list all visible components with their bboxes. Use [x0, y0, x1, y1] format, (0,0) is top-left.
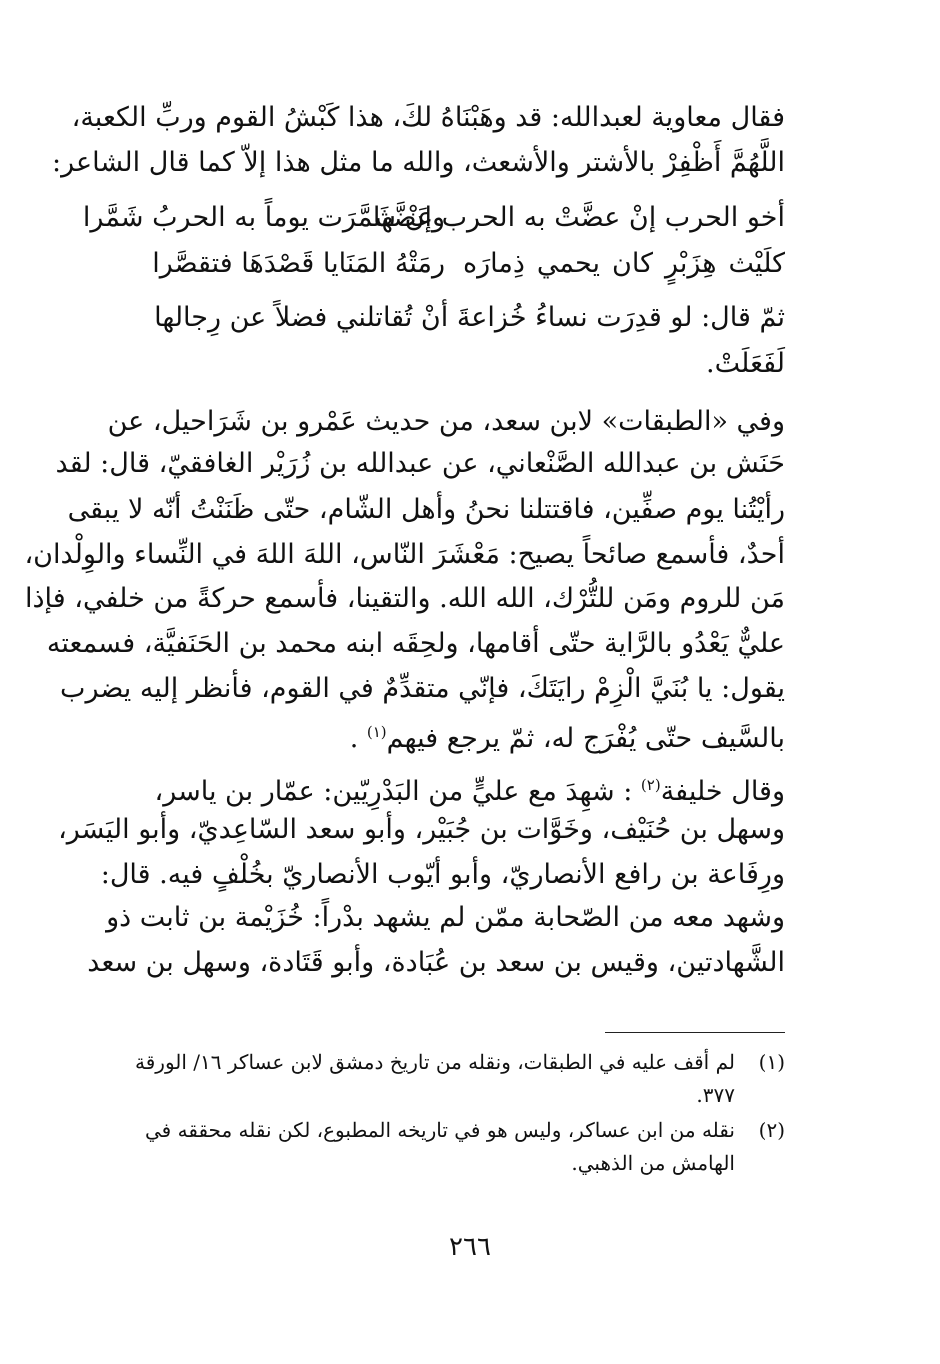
footnote-number: (١)	[758, 1050, 785, 1074]
text-line: اللَّهُمَّ أَظْفِرْ بالأشتر والأشعث، والله ما مثل هذا إلاّ كما قال الشاعر:	[52, 147, 785, 178]
page-number: ٢٦٦	[449, 1232, 491, 1262]
text-run: : شهِدَ مع عليٍّ من البَدْرِيّين: عمّار بن ياسر،	[154, 776, 633, 807]
text-run: .	[349, 723, 359, 754]
verse-hemistich: رمَتْهُ المَنَايا قَصْدَهَا فتقصَّرا	[152, 248, 445, 279]
text-line: مَن للروم ومَن للتُّرْك، الله الله. والتقينا، فأسمع حركةً من خلفي، فإذا	[25, 583, 785, 614]
text-line	[155, 765, 785, 812]
footnote-line: ٣٧٧.	[696, 1083, 735, 1107]
text-run: وقال خليفة	[660, 776, 785, 807]
text-line: وسهل بن حُنَيْف، وخَوَّات بن جُبَيْر، وأبو سعد السّاعِديّ، وأبو اليَسَر،	[58, 814, 785, 845]
footnote-ref: (١)	[366, 723, 387, 741]
text-line: ثمّ قال: لو قدِرَت نساءُ خُزاعةَ أنْ تُقاتلني فضلاً عن رِجالها	[154, 302, 785, 333]
text-line: وشهد معه من الصّحابة ممّن لم يشهد بدْراً: خُزَيْمة بن ثابت ذو	[106, 902, 785, 933]
text-line: لَفَعَلَتْ.	[706, 348, 785, 379]
text-line	[155, 712, 785, 759]
verse-hemistich: كلَيْث هِزَبْرٍ كان يحمي ذِمارَه	[463, 248, 785, 279]
text-line: فقال معاوية لعبدالله: قد وهَبْنَاهُ لكَ، هذا كَبْشُ القوم وربِّ الكعبة،	[71, 102, 785, 133]
text-line: ورِفَاعة بن رافع الأنصاريّ، وأبو أيّوب الأنصاريّ بخُلْفٍ فيه. قال:	[100, 859, 785, 890]
footnote-line: نقله من ابن عساكر، وليس هو في تاريخه المطبوع، لكن نقله محققه في	[145, 1118, 735, 1142]
text-line: حَنَش بن عبدالله الصَّنْعاني، عن عبدالله بن زُرَيْر الغافقيّ، قال: لقد	[55, 448, 785, 479]
footnote-line: الهامش من الذهبي.	[571, 1151, 735, 1175]
footnote-divider	[605, 1032, 785, 1033]
verse-hemistich: وإنْ شَمَّرَت يوماً به الحربُ شَمَّرا	[82, 202, 445, 233]
text-line: يقول: يا بُنَيَّ الْزِمْ رايَتَكَ، فإنّي متقدِّمٌ في القوم، فأنظر إليه يضرب	[60, 673, 785, 704]
footnote-ref: (٢)	[640, 776, 661, 794]
text-line: عليٌّ يَعْدُو بالرَّاية حتّى أقامها، ولحِقَه ابنه محمد بن الحَنَفيَّة، فسمعته	[46, 628, 785, 659]
verse-hemistich: أخو الحرب إنْ عضَّتْ به الحرب عَضَّها	[372, 202, 785, 233]
text-line: أحدٌ، فأسمع صائحاً يصيح: مَعْشَرَ النّاس، اللهَ اللهَ في النِّساء والوِلْدان،	[24, 539, 785, 570]
text-line: وفي «الطبقات» لابن سعد، من حديث عَمْرو بن شَرَاحيل، عن	[107, 406, 785, 437]
footnote-number: (٢)	[758, 1118, 785, 1142]
text-line: الشَّهادتين، وقيس بن سعد بن عُبَادة، وأبو قَتَادة، وسهل بن سعد	[87, 947, 785, 978]
text-line: رأيْتُنا يوم صفِّين، فاقتتلنا نحنُ وأهل الشّام، حتّى ظَنَنْتُ أنّه لا يبقى	[67, 494, 785, 525]
text-run: بالسَّيف حتّى يُفْرَج له، ثمّ يرجع فيهم	[386, 723, 785, 754]
footnote-line: لم أقف عليه في الطبقات، ونقله من تاريخ دمشق لابن عساكر ١٦/ الورقة	[135, 1050, 735, 1074]
